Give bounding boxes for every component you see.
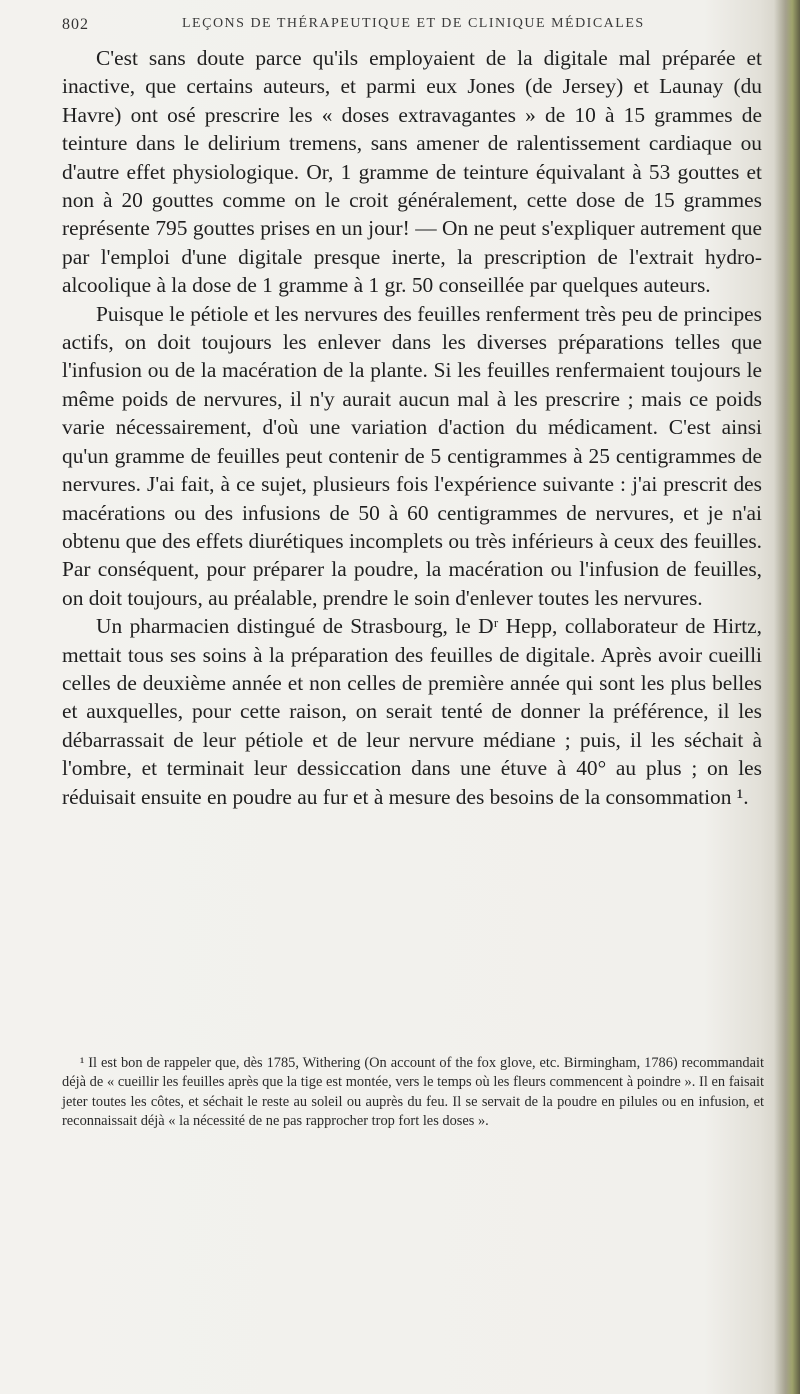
footnote [62,1054,764,1132]
body-text [62,44,762,811]
paragraph: C'est sans doute parce qu'ils employaient de la digitale mal préparée et inactive, que certains auteurs, et parmi eux Jones (de Jersey) et Launay (du Havre) ont osé prescrire les « doses extravagantes » de 10 à 15 grammes de teinture dans le delirium tremens, sans amener de ralentissement cardiaque ou d'autre effet physiologique. Or, 1 gramme de teinture équivalant à 53 gouttes et non à 20 gouttes comme on le croit généralement, cette dose de 15 grammes représente 795 gouttes prises en un jour! — On ne peut s'expliquer autrement que par l'emploi d'une digitale presque inerte, la prescription de l'extrait hydro-alcoolique à la dose de 1 gramme à 1 gr. 50 conseillée par quelques auteurs. [62,46,762,298]
footnote-text: ¹ Il est bon de rappeler que, dès 1785, Withering (On account of the fox glove, etc. Birmingham, 1786) recommandait déjà de « cueillir les feuilles après que la tige est montée, vers le temps où les fleurs commencent à poindre ». Il en faisait jeter toutes les côtes, et séchait le reste au soleil ou auprès du feu. Il se servait de la poudre en pilules ou en infusion, et reconnaissait déjà « la nécessité de ne pas rapprocher trop fort les doses ». [62,1055,764,1130]
paragraph: Puisque le pétiole et les nervures des feuilles renferment très peu de principes actifs, on doit toujours les enlever dans les diverses préparations telles que l'infusion ou de la macération de la plante. Si les feuilles renfermaient toujours le même poids de nervures, il n'y aurait aucun mal à les prescrire ; mais ce poids varie nécessairement, d'où une variation d'action du médicament. C'est ainsi qu'un gramme de feuilles peut contenir de 5 centigrammes à 25 centigrammes de nervures. J'ai fait, à ce sujet, plusieurs fois l'expérience suivante : j'ai prescrit des macérations ou des infusions de 50 à 60 centigrammes de nervures, et je n'ai obtenu que des effets diurétiques incomplets ou très inférieurs à ceux des feuilles. Par conséquent, pour préparer la poudre, la macération ou l'infusion de feuilles, on doit toujours, au préalable, prendre le soin d'enlever toutes les nervures. [62,301,762,610]
page-edge-shadow [774,0,800,1394]
paragraph: Un pharmacien distingué de Strasbourg, le Dʳ Hepp, collaborateur de Hirtz, mettait tous ses soins à la préparation des feuilles de digitale. Après avoir cueilli celles de deuxième année et non celles de première année qui sont les plus belles et auxquelles, pour cette raison, on serait tenté de donner la préférence, il les débarrassait de leur pétiole et de leur nervure médiane ; puis, il les séchait à l'ombre, et terminait leur dessiccation dans une étuve à 40° au plus ; on les réduisait ensuite en poudre au fur et à mesure des besoins de la consommation ¹. [62,614,762,809]
running-title: LEÇONS DE THÉRAPEUTIQUE ET DE CLINIQUE MÉDICALES [182,16,645,31]
page-number: 802 [62,16,89,33]
